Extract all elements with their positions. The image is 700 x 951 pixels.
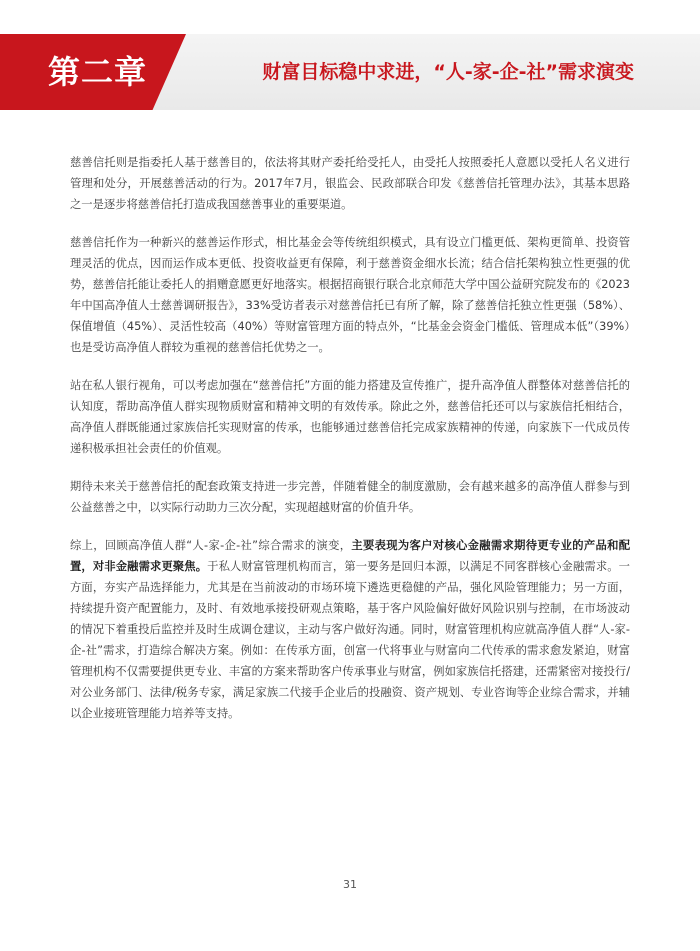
summary-bold-text: 主要表现为客户对核心金融需求期待更专业的产品和配置，对非金融需求更聚焦。 [70, 539, 630, 573]
paragraph-charity-trust-advantages: 慈善信托作为一种新兴的慈善运作形式，相比基金会等传统组织模式，具有设立门槛更低、架构更简单、投资管理灵活的优点，因而运作成本更低、投资收益更有保障，利于慈善资金细水长流；结合信托架构独立性更强的优势，慈善信托能让委托人的捐赠意愿更好地落实。根据招商银行联合北京师范大学中国公益研究院发布的《2023年中国高净值人士慈善调研报告》，33%受访者表示对慈善信托已有所了解，除了慈善信托独立性更强（58%）、保值增值（45%）、灵活性较高（40%）等财富管理方面的特点外，“比基金会资金门槛低、管理成本低”（39%）也是受访高净值人群较为重视的慈善信托优势之一。 [70, 236, 630, 354]
body-content [70, 152, 630, 741]
paragraph-summary [70, 535, 630, 724]
chapter-label: 第二章 [48, 53, 148, 91]
chapter-title: 财富目标稳中求进，“人-家-企-社”需求演变 [262, 61, 634, 83]
paragraph-policy-outlook: 期待未来关于慈善信托的配套政策支持进一步完善，伴随着健全的制度激励，会有越来越多的高净值人群参与到公益慈善之中，以实际行动助力三次分配，实现超越财富的价值升华。 [70, 480, 630, 514]
paragraph-charity-trust-definition: 慈善信托则是指委托人基于慈善目的，依法将其财产委托给受托人，由受托人按照委托人意愿以受托人名义进行管理和处分，开展慈善活动的行为。2017年7月，银监会、民政部联合印发《慈善信托管理办法》，其基本思路之一是逐步将慈善信托打造成我国慈善事业的重要渠道。 [70, 156, 630, 211]
page-number: 31 [343, 878, 357, 891]
paragraph-private-bank-perspective: 站在私人银行视角，可以考虑加强在“慈善信托”方面的能力搭建及宣传推广，提升高净值人群整体对慈善信托的认知度，帮助高净值人群实现物质财富和精神文明的有效传承。除此之外，慈善信托还可以与家族信托相结合，高净值人群既能通过家族信托实现财富的传承，也能够通过慈善信托完成家族精神的传递，向家族下一代成员传递积极承担社会责任的价值观。 [70, 379, 630, 455]
summary-body-text: 于私人财富管理机构而言，第一要务是回归本源，以满足不同客群核心金融需求。一方面，夯实产品选择能力，尤其是在当前波动的市场环境下遴选更稳健的产品，强化风险管理能力；另一方面，持续提升资产配置能力，及时、有效地承接投研观点策略，基于客户风险偏好做好风险识别与控制，在市场波动的情况下着重投后监控并及时生成调仓建议，主动与客户做好沟通。同时，财富管理机构应就高净值人群“人-家-企-社”需求，打造综合解决方案。例如：在传承方面，创富一代将事业与财富向二代传承的需求愈发紧迫，财富管理机构不仅需要提供更专业、丰富的方案来帮助客户传承事业与财富，例如家族信托搭建，还需紧密对接投行/对公业务部门、法律/税务专家，满足家族二代接手企业后的投融资、资产规划、专业咨询等企业综合需求，并辅以企业接班管理能力培养等支持。 [70, 560, 630, 720]
summary-lead-text: 综上，回顾高净值人群“人-家-企-社”综合需求的演变， [70, 539, 352, 552]
